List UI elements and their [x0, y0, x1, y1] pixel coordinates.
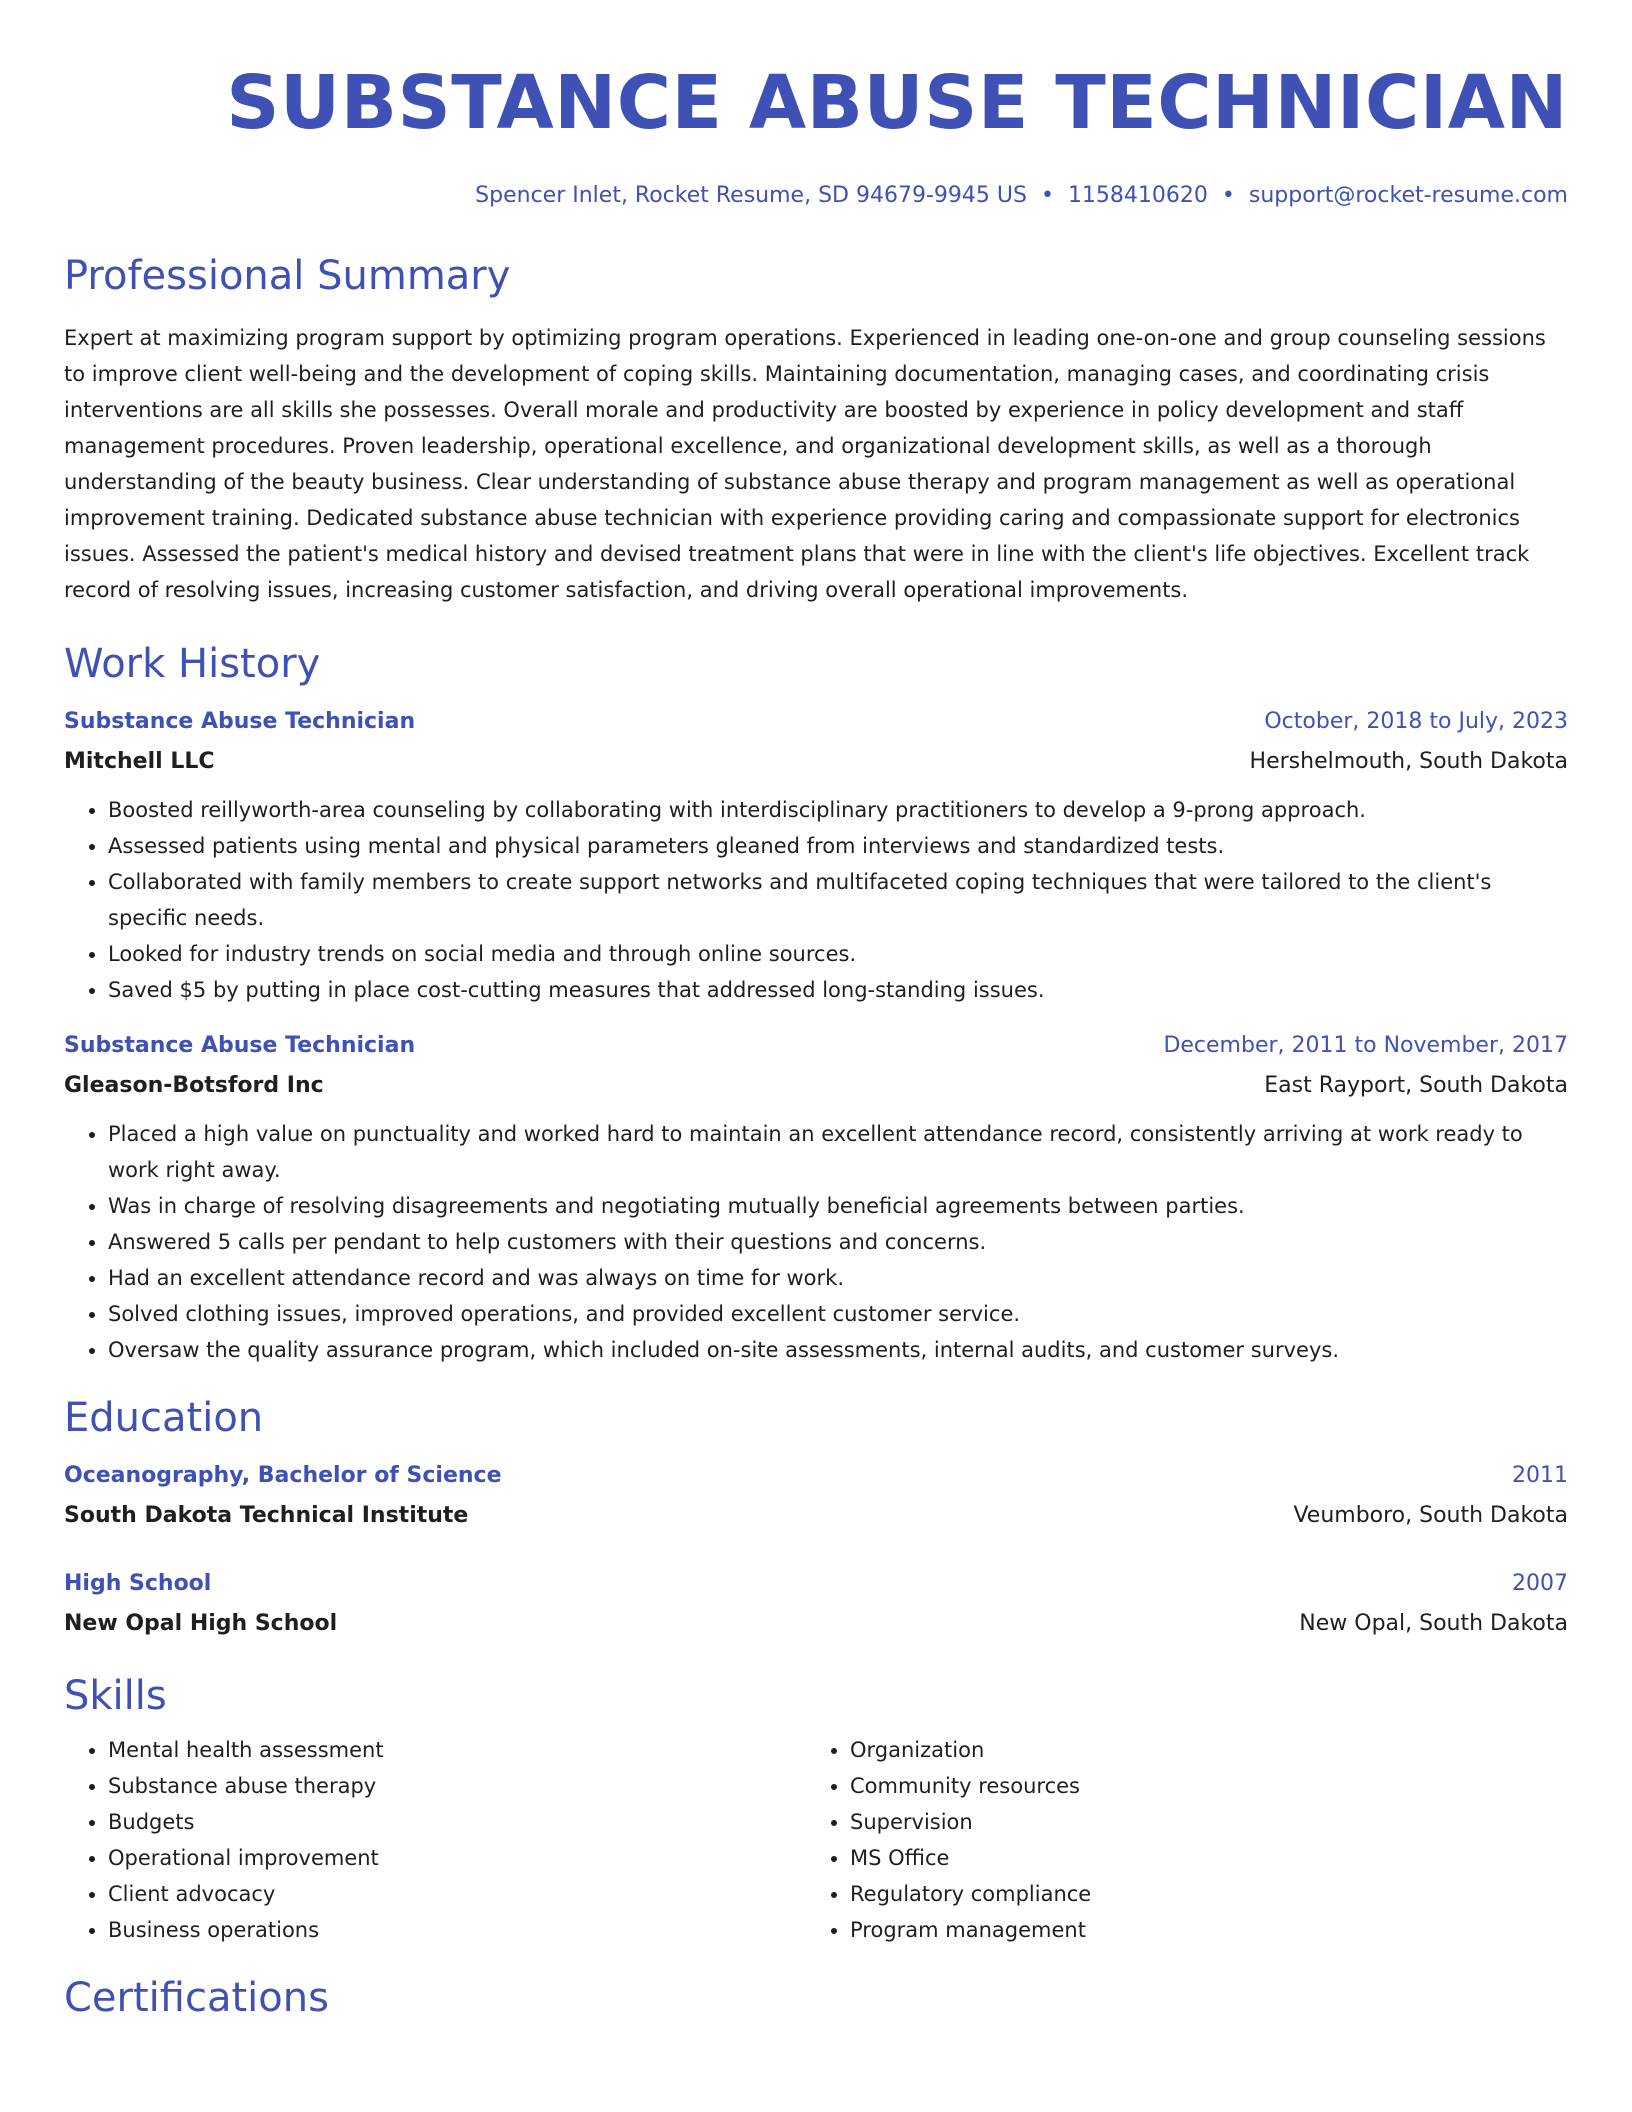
contact-line	[64, 180, 1568, 212]
job-company: Gleason-Botsford Inc	[64, 1073, 324, 1098]
list-item: • Answered 5 calls per pendant to help customers with their questions and concerns.	[108, 1224, 1568, 1260]
skill-item: • Regulatory compliance	[850, 1876, 1548, 1912]
job-company: Mitchell LLC	[64, 749, 215, 774]
education-location: Veumboro, South Dakota	[1293, 1503, 1568, 1528]
work-title: Work History	[64, 641, 321, 687]
resume-name: SUBSTANCE ABUSE TECHNICIAN	[226, 60, 1568, 146]
education-title: Education	[64, 1395, 264, 1441]
job-entry	[64, 1026, 1568, 1368]
list-item: • Solved clothing issues, improved operations, and provided excellent customer service.	[108, 1296, 1568, 1332]
summary-text: Expert at maximizing program support by optimizing program operations. Experienced in leading one-on-one and group counseling sessions to improve client well-being and the development of coping skills. Maintaining documentation, managing cases, and coordinating crisis interventions are all skills she possesses. Overall morale and productivity are boosted by experience in policy development and staff management procedures. Proven leadership, operational excellence, and organizational development skills, as well as a thorough understanding of the beauty business. Clear understanding of substance abuse therapy and program management as well as operational improvement training. Dedicated substance abuse technician with experience providing caring and compassionate support for electronics issues. Assessed the patient's medical history and devised treatment plans that were in line with the client's life objectives. Excellent track record of resolving issues, increasing customer satisfaction, and driving overall operational improvements.	[64, 326, 1546, 602]
list-item: • Placed a high value on punctuality and worked hard to maintain an excellent attendance record, consistently arriving at work ready to work right away.	[108, 1116, 1568, 1188]
contact-address: Spencer Inlet, Rocket Resume, SD 94679-9945 US	[475, 183, 1027, 208]
education-entry	[64, 1564, 1568, 1644]
list-item: • Boosted reillyworth-area counseling by collaborating with interdisciplinary practitioners to develop a 9-prong approach.	[108, 792, 1568, 828]
education-degree: High School	[64, 1571, 212, 1596]
education-location: New Opal, South Dakota	[1299, 1611, 1568, 1636]
education-header-row	[64, 1564, 1568, 1604]
education-year: 2007	[1512, 1571, 1568, 1596]
list-item: • Looked for industry trends on social media and through online sources.	[108, 936, 1568, 972]
job-header-row	[64, 1026, 1568, 1066]
skill-item: • Supervision	[850, 1804, 1548, 1840]
education-section	[64, 1392, 1568, 1644]
job-header-row	[64, 702, 1568, 742]
contact-separator: •	[1040, 183, 1054, 208]
job-company-row	[64, 742, 1568, 782]
education-school: South Dakota Technical Institute	[64, 1503, 469, 1528]
contact-separator: •	[1221, 183, 1235, 208]
skill-item: • Client advocacy	[108, 1876, 806, 1912]
skill-item: • Business operations	[108, 1912, 806, 1948]
list-item: • Had an excellent attendance record and was always on time for work.	[108, 1260, 1568, 1296]
skill-item: • Budgets	[108, 1804, 806, 1840]
list-item: • Assessed patients using mental and physical parameters gleaned from interviews and standardized tests.	[108, 828, 1568, 864]
education-school: New Opal High School	[64, 1611, 338, 1636]
summary-title: Professional Summary	[64, 253, 511, 299]
skill-item: • Mental health assessment	[108, 1732, 806, 1768]
job-title: Substance Abuse Technician	[64, 1033, 416, 1058]
list-item: • Saved $5 by putting in place cost-cutting measures that addressed long-standing issues.	[108, 972, 1568, 1008]
skills-right-list	[806, 1732, 1548, 1948]
education-header-row	[64, 1456, 1568, 1496]
skills-left-list	[64, 1732, 806, 1948]
job-bullets	[64, 792, 1568, 1008]
skill-item: • Organization	[850, 1732, 1548, 1768]
education-year: 2011	[1512, 1463, 1568, 1488]
job-entry	[64, 702, 1568, 1008]
job-bullets	[64, 1116, 1568, 1368]
contact-phone: 1158410620	[1067, 183, 1208, 208]
certifications-title: Certifications	[64, 1975, 329, 2021]
job-dates: December, 2011 to November, 2017	[1163, 1033, 1568, 1058]
skill-item: • Community resources	[850, 1768, 1548, 1804]
skill-item: • Operational improvement	[108, 1840, 806, 1876]
job-company-row	[64, 1066, 1568, 1106]
job-dates: October, 2018 to July, 2023	[1264, 709, 1568, 734]
summary-section	[64, 250, 1568, 608]
work-section	[64, 638, 1568, 1368]
list-item: • Oversaw the quality assurance program, which included on-site assessments, internal audits, and customer surveys.	[108, 1332, 1568, 1368]
job-title: Substance Abuse Technician	[64, 709, 416, 734]
contact-email: support@rocket-resume.com	[1248, 183, 1568, 208]
list-item: • Collaborated with family members to create support networks and multifaceted coping techniques that were tailored to the client's specific needs.	[108, 864, 1568, 936]
skills-columns	[64, 1722, 1568, 1948]
skills-section	[64, 1670, 1568, 1948]
list-item: • Was in charge of resolving disagreements and negotiating mutually beneficial agreements between parties.	[108, 1188, 1568, 1224]
education-school-row	[64, 1604, 1568, 1644]
education-degree: Oceanography, Bachelor of Science	[64, 1463, 502, 1488]
skill-item: • Program management	[850, 1912, 1548, 1948]
job-location: East Rayport, South Dakota	[1264, 1073, 1568, 1098]
skills-title: Skills	[64, 1673, 167, 1719]
skill-item: • MS Office	[850, 1840, 1548, 1876]
job-location: Hershelmouth, South Dakota	[1249, 749, 1568, 774]
skill-item: • Substance abuse therapy	[108, 1768, 806, 1804]
certifications-section	[64, 1972, 1568, 2024]
education-school-row	[64, 1496, 1568, 1536]
education-entry	[64, 1456, 1568, 1536]
resume-page	[64, 0, 1568, 2024]
